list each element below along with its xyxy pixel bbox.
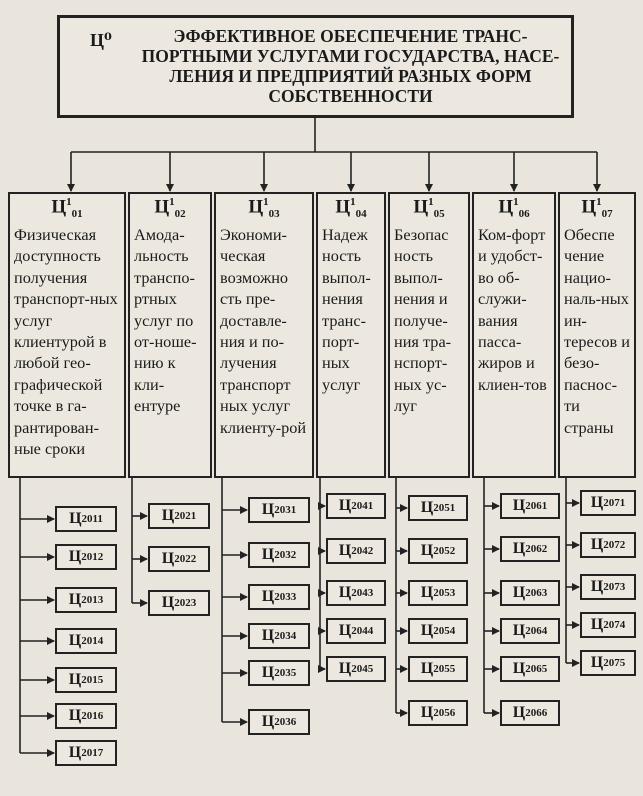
goal-code: $Ц^1_{07}$	[581, 196, 613, 221]
subgoal-box: Ц 2 071	[580, 490, 636, 516]
subgoal-box: Ц 2 055	[408, 656, 468, 682]
subgoal-box: Ц 2 045	[326, 656, 386, 682]
subgoal-box: Ц 2 065	[500, 656, 560, 682]
subgoal-box: Ц 2 073	[580, 574, 636, 600]
subgoal-box: Ц 2 042	[326, 538, 386, 564]
subgoal-box: Ц 2 022	[148, 546, 210, 572]
subgoal-box: Ц 2 011	[55, 506, 117, 532]
subgoal-box: Ц 2 016	[55, 703, 117, 729]
goal-box-7	[558, 192, 636, 478]
subgoal-box: Ц 2 015	[55, 667, 117, 693]
goal-code: $Ц^1_{04}$	[335, 196, 367, 221]
subgoal-box: Ц 2 031	[248, 497, 310, 523]
subgoal-box: Ц 2 014	[55, 628, 117, 654]
subgoal-box: Ц 2 075	[580, 650, 636, 676]
subgoal-box: Ц 2 032	[248, 542, 310, 568]
subgoal-box: Ц 2 013	[55, 587, 117, 613]
goal-box-4	[316, 192, 386, 478]
root-goal-title: ЭФФЕКТИВНОЕ ОБЕСПЕЧЕНИЕ ТРАНС-ПОРТНЫМИ УСЛУГАМИ ГОСУДАРСТВА, НАСЕ-ЛЕНИЯ И ПРЕДПРИЯТИЙ РАЗНЫХ ФОРМ СОБСТВЕННОСТИ	[141, 26, 560, 106]
goal-box-3	[214, 192, 314, 478]
goal-code: $Ц^1_{03}$	[248, 196, 280, 221]
subgoal-box: Ц 2 063	[500, 580, 560, 606]
subgoal-box: Ц 2 017	[55, 740, 117, 766]
root-goal-box	[57, 15, 574, 118]
goal-text: Ком-форт и удобст-во об-служи-вания пасса-жиров и клиен-тов	[478, 225, 547, 394]
goal-code: $Ц^1_{05}$	[413, 196, 445, 221]
goal-box-2	[128, 192, 212, 478]
goal-box-5	[388, 192, 470, 478]
subgoal-box: Ц 2 051	[408, 495, 468, 521]
subgoal-box: Ц 2 035	[248, 660, 310, 686]
subgoal-box: Ц 2 056	[408, 700, 468, 726]
subgoal-box: Ц 2 033	[248, 584, 310, 610]
subgoal-box: Ц 2 041	[326, 493, 386, 519]
goal-code: $Ц^1_{01}$	[51, 196, 83, 221]
goal-text: Экономи-ческая возможно сть пре-доставле-ния и по-лучения транспорт ных услуг клиенту-рой	[220, 225, 307, 437]
goal-box-1	[8, 192, 126, 478]
root-goal-code: Ц⁰	[90, 30, 112, 50]
subgoal-box: Ц 2 023	[148, 590, 210, 616]
subgoal-box: Ц 2 074	[580, 612, 636, 638]
goal-text: Безопас ность выпол-нения и получе-ния тра-нспорт-ных ус-луг	[394, 225, 452, 416]
goal-text: Надеж ность выпол-нения транс-порт-ных услуг	[322, 225, 371, 394]
subgoal-box: Ц 2 066	[500, 700, 560, 726]
subgoal-box: Ц 2 062	[500, 536, 560, 562]
subgoal-box: Ц 2 052	[408, 538, 468, 564]
goal-text: Физическая доступность получения транспорт-ных услуг клиентурой в любой гео-графической точке в га-рантирован-ные сроки	[14, 225, 118, 459]
goal-box-6	[472, 192, 556, 478]
subgoal-box: Ц 2 036	[248, 709, 310, 735]
subgoal-box: Ц 2 072	[580, 532, 636, 558]
subgoal-box: Ц 2 021	[148, 503, 210, 529]
subgoal-box: Ц 2 034	[248, 623, 310, 649]
goal-text: Амода-льность транспо-ртных услуг по от-ноше-нию к кли-ентуре	[134, 225, 197, 416]
subgoal-box: Ц 2 012	[55, 544, 117, 570]
goal-code: $Ц^1_{02}$	[154, 196, 186, 221]
subgoal-box: Ц 2 064	[500, 618, 560, 644]
goal-text: Обеспе чение нацио-наль-ных ин-тересов и безо-паснос-ти страны	[564, 225, 630, 437]
subgoal-box: Ц 2 043	[326, 580, 386, 606]
subgoal-box: Ц 2 054	[408, 618, 468, 644]
subgoal-box: Ц 2 044	[326, 618, 386, 644]
goal-code: $Ц^1_{06}$	[498, 196, 530, 221]
subgoal-box: Ц 2 061	[500, 493, 560, 519]
subgoal-box: Ц 2 053	[408, 580, 468, 606]
